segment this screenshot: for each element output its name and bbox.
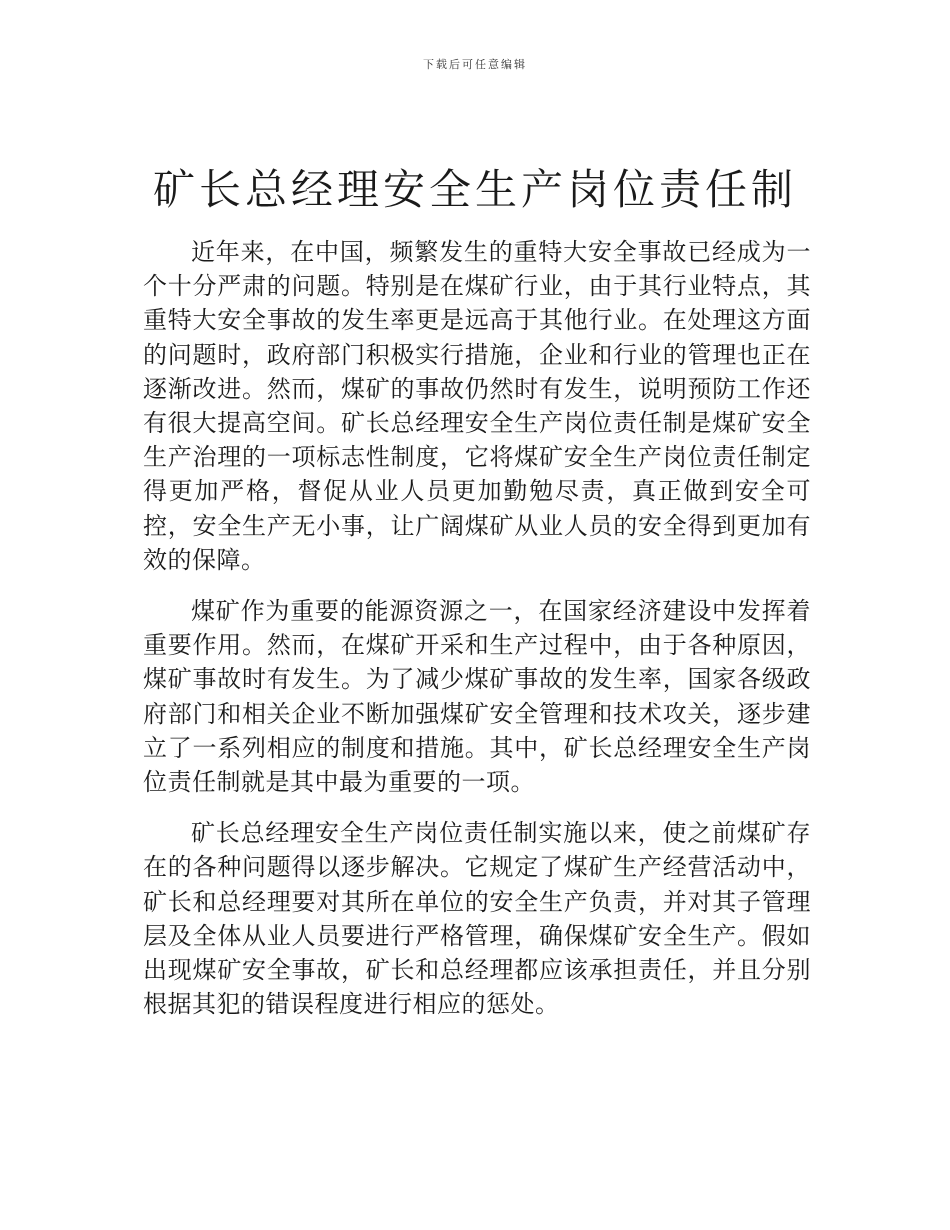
- document-title: 矿长总经理安全生产岗位责任制: [152, 165, 797, 214]
- document-body: [143, 235, 811, 1038]
- paragraph-1: 近年来，在中国，频繁发生的重特大安全事故已经成为一个十分严肃的问题。特别是在煤矿行业，由于其行业特点，其重特大安全事故的发生率更是远高于其他行业。在处理这方面的问题时，政府部门积极实行措施，企业和行业的管理也正在逐渐改进。然而，煤矿的事故仍然时有发生，说明预防工作还有很大提高空间。矿长总经理安全生产岗位责任制是煤矿安全生产治理的一项标志性制度，它将煤矿安全生产岗位责任制定得更加严格，督促从业人员更加勤勉尽责，真正做到安全可控，安全生产无小事，让广阔煤矿从业人员的安全得到更加有效的保障。: [143, 238, 811, 574]
- paragraph-2: 煤矿作为重要的能源资源之一，在国家经济建设中发挥着重要作用。然而，在煤矿开采和生产过程中，由于各种原因，煤矿事故时有发生。为了减少煤矿事故的发生率，国家各级政府部门和相关企业不断加强煤矿安全管理和技术攻关，逐步建立了一系列相应的制度和措施。其中，矿长总经理安全生产岗位责任制就是其中最为重要的一项。: [143, 597, 811, 797]
- page-header-note: 下载后可任意编辑: [423, 58, 527, 71]
- paragraph-3: 矿长总经理安全生产岗位责任制实施以来，使之前煤矿存在的各种问题得以逐步解决。它规定了煤矿生产经营活动中，矿长和总经理要对其所在单位的安全生产负责，并对其子管理层及全体从业人员要进行严格管理，确保煤矿安全生产。假如出现煤矿安全事故，矿长和总经理都应该承担责任，并且分别根据其犯的错误程度进行相应的惩处。: [143, 819, 811, 1019]
